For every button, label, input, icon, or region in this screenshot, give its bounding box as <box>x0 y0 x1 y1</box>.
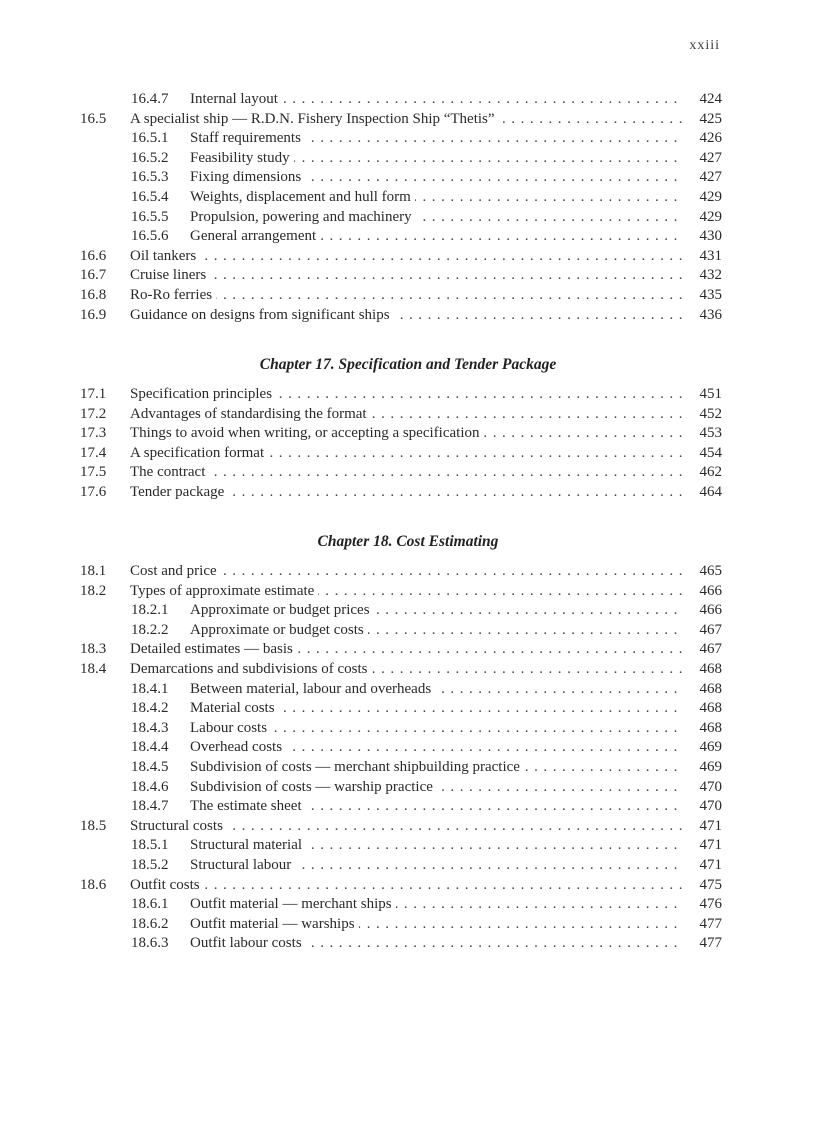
toc-entry-number: 17.2 <box>80 405 107 422</box>
toc-entry-leader <box>190 836 712 856</box>
chapter-18-heading: Chapter 18. Cost Estimating <box>317 533 499 550</box>
toc-entry <box>0 699 816 719</box>
toc-entry-leader <box>130 444 712 464</box>
toc-entry-title: General arrangement <box>190 228 320 244</box>
toc-entry-page: 424 <box>682 90 722 110</box>
toc-entry-number: 16.7 <box>80 267 107 284</box>
toc-entry-number: 16.4.7 <box>131 91 169 107</box>
toc-entry <box>0 640 816 660</box>
toc-entry-page: 427 <box>682 168 722 188</box>
toc-entry-page: 466 <box>682 601 722 621</box>
toc-entry-page: 471 <box>682 856 722 876</box>
toc-entry-leader <box>190 797 712 817</box>
toc-entry-page: 470 <box>682 797 722 817</box>
toc-entry-page: 468 <box>682 660 722 680</box>
toc-entry-title: Structural costs <box>130 818 227 834</box>
toc-entry-page: 477 <box>682 915 722 935</box>
toc-entry-title: Material costs <box>190 700 279 716</box>
toc-entry-leader <box>190 149 712 169</box>
toc-entry-page: 467 <box>682 621 722 641</box>
toc-entry <box>0 208 816 228</box>
toc-entry <box>0 306 816 326</box>
toc-entry-number: 16.5.5 <box>131 208 169 225</box>
toc-entry-title: Detailed estimates — basis <box>130 641 297 657</box>
toc-entry-number: 18.5.2 <box>131 856 169 873</box>
toc-entry-number: 16.8 <box>80 286 107 303</box>
toc-entry-page: 477 <box>682 934 722 954</box>
toc-entry-number: 16.5.4 <box>131 188 169 205</box>
toc-entry-title: Oil tankers <box>130 248 200 264</box>
toc-entry-number: 16.5 <box>80 110 107 127</box>
toc-entry-number: 18.6.3 <box>131 935 169 952</box>
toc-entry-leader <box>130 266 712 286</box>
toc-entry-leader <box>190 168 712 188</box>
toc-entry-leader <box>190 934 712 954</box>
toc-entry-title: The estimate sheet <box>190 798 306 814</box>
toc-entry-leader <box>190 129 712 149</box>
toc-entry-title: Labour costs <box>190 720 271 736</box>
toc-entry-page: 471 <box>682 817 722 837</box>
toc-entry-leader <box>190 699 712 719</box>
toc-entry-leader <box>130 640 712 660</box>
toc-entry-leader <box>130 247 712 267</box>
toc-entry-page: 469 <box>682 758 722 778</box>
toc-entry-number: 18.1 <box>80 563 107 579</box>
toc-entry <box>0 601 816 621</box>
toc-section-chapter-16-continued <box>0 90 816 325</box>
toc-entry-title: Types of approximate estimate <box>130 583 318 599</box>
toc-entry <box>0 444 816 464</box>
toc-entry <box>0 797 816 817</box>
toc-entry-number: 16.5.3 <box>131 169 169 186</box>
toc-entry-page: 468 <box>682 719 722 739</box>
toc-entry <box>0 168 816 188</box>
toc-entry-title: Advantages of standardising the format <box>130 406 371 422</box>
toc-entry-page: 467 <box>682 640 722 660</box>
toc-entry-leader <box>190 778 712 798</box>
toc-entry-leader <box>190 895 712 915</box>
toc-entry-title: Structural material <box>190 837 306 853</box>
toc-entry-page: 468 <box>682 699 722 719</box>
toc-entry-page: 471 <box>682 836 722 856</box>
toc-entry-leader <box>190 227 712 247</box>
toc-entry-page: 430 <box>682 227 722 247</box>
toc-entry-page: 464 <box>682 483 722 503</box>
toc-entry-number: 16.9 <box>80 306 107 323</box>
toc-entry-page: 469 <box>682 738 722 758</box>
toc-entry <box>0 149 816 169</box>
toc-entry-title: Approximate or budget prices <box>190 602 374 618</box>
toc-entry-leader <box>130 660 712 680</box>
toc-entry-leader <box>130 405 712 425</box>
toc-entry-leader <box>130 306 712 326</box>
toc-entry-leader <box>130 817 712 837</box>
toc-entry-title: The contract <box>130 464 209 480</box>
toc-entry-leader <box>130 286 712 306</box>
toc-entry-number: 18.2.1 <box>131 602 169 619</box>
toc-entry <box>0 188 816 208</box>
toc-entry-leader <box>130 582 712 602</box>
toc-entry-title: Outfit labour costs <box>190 935 306 951</box>
toc-entry <box>0 266 816 286</box>
toc-entry-leader <box>190 208 712 228</box>
toc-entry-title: Fixing dimensions <box>190 169 305 185</box>
toc-entry-leader <box>130 385 712 405</box>
toc-entry <box>0 778 816 798</box>
toc-entry-leader <box>130 562 712 582</box>
toc-entry <box>0 719 816 739</box>
toc-entry-leader <box>130 483 712 503</box>
toc-entry-page: 454 <box>682 444 722 464</box>
page-number: xxiii <box>689 38 720 53</box>
toc-entry-number: 16.5.1 <box>131 130 169 147</box>
toc-entry-title: Guidance on designs from significant ships <box>130 307 394 323</box>
toc-entry <box>0 582 816 602</box>
toc-entry-number: 18.4.5 <box>131 758 169 775</box>
toc-entry-title: Internal layout <box>190 91 282 107</box>
toc-entry <box>0 895 816 915</box>
toc-entry <box>0 876 816 896</box>
toc-entry-leader <box>190 601 712 621</box>
toc-entry <box>0 129 816 149</box>
toc-entry <box>0 758 816 778</box>
toc-entry <box>0 286 816 306</box>
toc-entry-number: 18.4.4 <box>131 739 169 756</box>
toc-entry-title: Specification principles <box>130 386 276 402</box>
toc-entry-page: 475 <box>682 876 722 896</box>
toc-entry-title: Subdivision of costs — merchant shipbuilding practice <box>190 759 524 775</box>
toc-entry-page: 427 <box>682 149 722 169</box>
toc-entry-page: 435 <box>682 286 722 306</box>
toc-entry-number: 18.6 <box>80 876 107 893</box>
toc-entry-leader <box>190 915 712 935</box>
toc-entry-page: 466 <box>682 582 722 602</box>
toc-entry-title: Cost and price <box>130 563 221 579</box>
toc-entry-leader <box>190 621 712 641</box>
toc-entry <box>0 424 816 444</box>
toc-entry <box>0 660 816 680</box>
toc-entry-number: 16.5.2 <box>131 149 169 166</box>
toc-entry-number: 18.4.7 <box>131 798 169 815</box>
toc-entry-number: 17.5 <box>80 464 107 481</box>
toc-entry-number: 18.4.2 <box>131 700 169 717</box>
toc-entry-title: Tender package <box>130 484 228 500</box>
toc-entry-leader <box>190 719 712 739</box>
toc-entry <box>0 915 816 935</box>
toc-entry-page: 436 <box>682 306 722 326</box>
toc-entry-page: 425 <box>682 110 722 130</box>
toc-entry-leader <box>190 188 712 208</box>
toc-entry-leader <box>130 110 712 130</box>
toc-entry-number: 18.6.1 <box>131 896 169 913</box>
toc-entry-title: A specification format <box>130 445 268 461</box>
toc-entry-title: Weights, displacement and hull form <box>190 189 415 205</box>
toc-entry-page: 452 <box>682 405 722 425</box>
toc-entry-title: Overhead costs <box>190 739 286 755</box>
toc-entry-number: 18.6.2 <box>131 915 169 932</box>
toc-entry-number: 16.5.6 <box>131 228 169 245</box>
toc-entry-number: 18.3 <box>80 641 107 658</box>
toc-entry-leader <box>190 758 712 778</box>
toc-entry-number: 18.2.2 <box>131 621 169 638</box>
toc-entry-number: 17.4 <box>80 444 107 461</box>
toc-entry <box>0 227 816 247</box>
toc-entry-leader <box>130 463 712 483</box>
toc-entry <box>0 463 816 483</box>
toc-entry <box>0 385 816 405</box>
toc-entry <box>0 738 816 758</box>
toc-entry-leader <box>190 738 712 758</box>
toc-entry-title: A specialist ship — R.D.N. Fishery Inspection Ship “Thetis” <box>130 111 499 127</box>
toc-entry-title: Outfit costs <box>130 877 204 893</box>
toc-entry-title: Demarcations and subdivisions of costs <box>130 661 371 677</box>
toc-entry-title: Things to avoid when writing, or accepting a specification <box>130 425 483 441</box>
toc-entry-page: 468 <box>682 680 722 700</box>
toc-entry-number: 17.6 <box>80 483 107 500</box>
toc-entry-number: 18.4 <box>80 660 107 677</box>
toc-entry <box>0 817 816 837</box>
toc-entry-leader <box>130 876 712 896</box>
toc-entry <box>0 90 816 110</box>
toc-entry <box>0 110 816 130</box>
toc-entry-title: Outfit material — merchant ships <box>190 896 396 912</box>
toc-entry-title: Subdivision of costs — warship practice <box>190 779 437 795</box>
toc-entry-title: Ro-Ro ferries <box>130 287 216 303</box>
toc-entry-leader <box>190 90 712 110</box>
toc-entry-number: 17.3 <box>80 425 107 442</box>
toc-entry-page: 431 <box>682 247 722 267</box>
chapter-17-heading: Chapter 17. Specification and Tender Package <box>259 356 557 373</box>
toc-entry-page: 432 <box>682 266 722 286</box>
toc-entry-leader <box>190 856 712 876</box>
toc-entry-number: 18.4.6 <box>131 778 169 795</box>
toc-entry-title: Feasibility study <box>190 150 294 166</box>
toc-entry-leader <box>190 680 712 700</box>
toc-entry-number: 17.1 <box>80 386 107 402</box>
toc-entry <box>0 483 816 503</box>
toc-entry-number: 18.2 <box>80 582 107 599</box>
toc-entry <box>0 621 816 641</box>
toc-entry-title: Structural labour <box>190 857 295 873</box>
toc-entry-title: Approximate or budget costs <box>190 622 368 638</box>
toc-entry-page: 470 <box>682 778 722 798</box>
toc-entry <box>0 934 816 954</box>
toc-entry-page: 429 <box>682 208 722 228</box>
toc-entry-number: 18.5.1 <box>131 837 169 854</box>
toc-entry-title: Propulsion, powering and machinery <box>190 209 416 225</box>
toc-entry-number: 16.6 <box>80 247 107 264</box>
toc-entry-page: 429 <box>682 188 722 208</box>
toc-entry-page: 426 <box>682 129 722 149</box>
toc-entry-page: 451 <box>682 385 722 405</box>
toc-entry-page: 476 <box>682 895 722 915</box>
toc-entry-leader <box>130 424 712 444</box>
toc-entry-title: Between material, labour and overheads <box>190 681 435 697</box>
toc-entry <box>0 856 816 876</box>
toc-entry-number: 18.4.1 <box>131 680 169 697</box>
toc-entry-title: Staff requirements <box>190 130 305 146</box>
toc-entry-page: 453 <box>682 424 722 444</box>
toc-section-chapter-18 <box>0 562 816 954</box>
toc-entry-number: 18.4.3 <box>131 719 169 736</box>
toc-section-chapter-17 <box>0 385 816 503</box>
toc-entry <box>0 247 816 267</box>
toc-entry <box>0 405 816 425</box>
toc-entry-title: Cruise liners <box>130 267 210 283</box>
toc-entry <box>0 836 816 856</box>
toc-entry-page: 462 <box>682 463 722 483</box>
toc-entry-title: Outfit material — warships <box>190 916 359 932</box>
toc-entry-number: 18.5 <box>80 817 107 834</box>
toc-entry-page: 465 <box>682 562 722 582</box>
toc-entry <box>0 562 816 582</box>
toc-entry <box>0 680 816 700</box>
